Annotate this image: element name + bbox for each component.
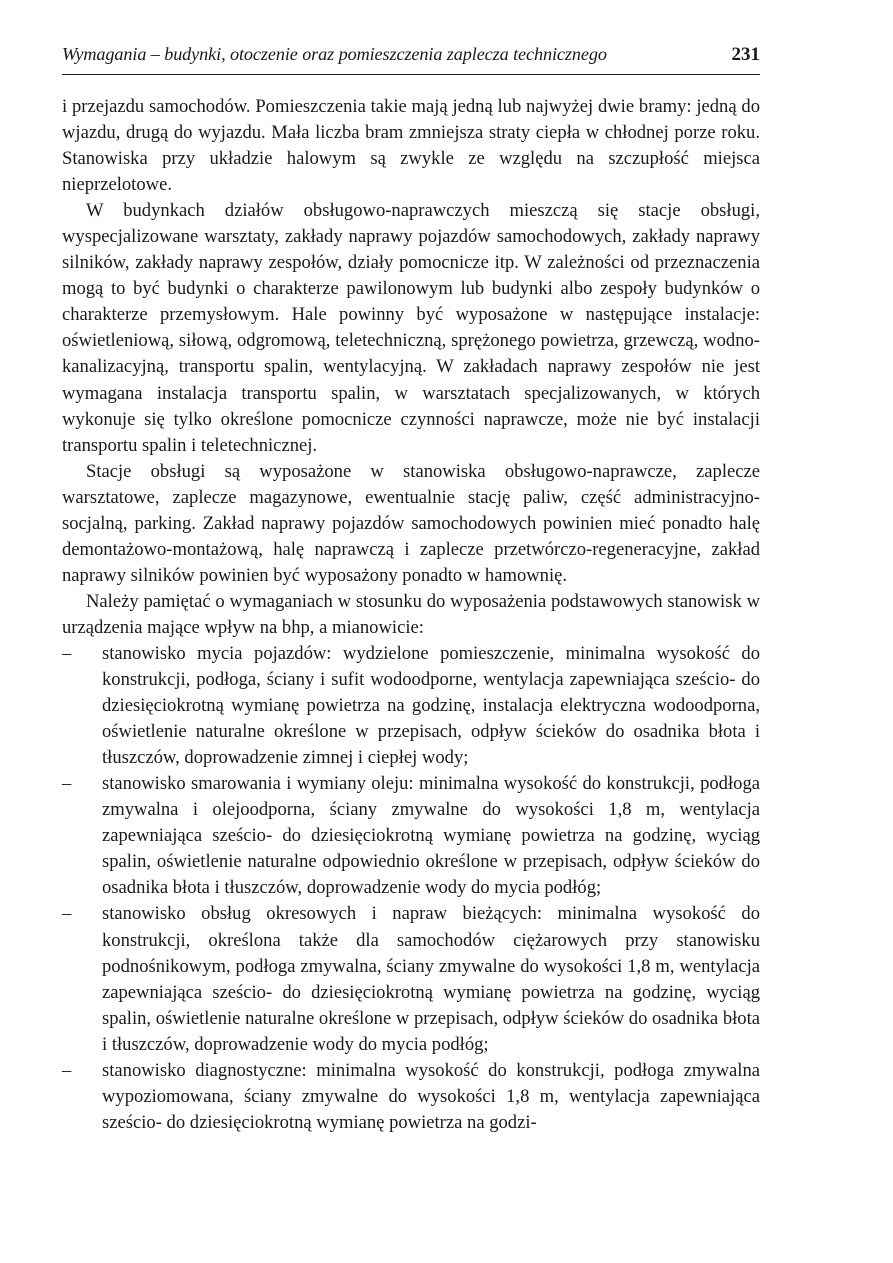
running-header	[62, 44, 760, 75]
list-item-text: stanowisko mycia pojazdów: wydzielone pomieszczenie, minimalna wysokość do konstrukcji, podłoga, ściany i sufit wodoodporne, wentylacja zapewniająca sześcio- do dziesięciokrotną wymianę powietrza na godzinę, instalacja elektryczna wodoodporna, oświetlenie naturalne określone w przepisach, odpływ ścieków do osadnika błota i tłuszczów, doprowadzenie zimnej i ciepłej wody;	[102, 642, 760, 769]
requirements-list	[62, 641, 760, 1136]
body-text	[62, 94, 760, 1136]
paragraph: Należy pamiętać o wymaganiach w stosunku do wyposażenia podstawowych stanowisk w urządzenia mające wpływ na bhp, a mianowicie:	[62, 590, 760, 638]
list-item	[62, 771, 760, 901]
list-item	[62, 641, 760, 771]
list-item-text: stanowisko obsług okresowych i napraw bieżących: minimalna wysokość do konstrukcji, określona także dla samochodów ciężarowych przy stanowisku podnośnikowym, podłoga zmywalna, ściany zmywalne do wysokości 1,8 m, wentylacja zapewniająca sześcio- do dziesięciokrotną wymianę powietrza na godzinę, wyciąg spalin, oświetlenie naturalne określone w przepisach, odpływ ścieków do osadnika błota i tłuszczów, doprowadzenie wody do mycia podłóg;	[102, 903, 760, 1055]
paragraph: W budynkach działów obsługowo-naprawczych mieszczą się stacje obsługi, wyspecjalizowane warsztaty, zakłady naprawy pojazdów samochodowych, zakłady naprawy silników, zakłady naprawy zespołów, działy pomocnicze itp. W zależności od przeznaczenia mogą to być budynki o charakterze pawilonowym lub budynki albo zespoły budynków o charakterze przemysłowym. Hale powinny być wyposażone w następujące instalacje: oświetleniową, siłową, odgromową, teletechniczną, sprężonego powietrza, grzewczą, wodno-kanalizacyjną, transportu spalin, wentylacyjną. W zakładach naprawy zespołów nie jest wymagana instalacja transportu spalin, w warsztatach specjalizowanych, w których wykonuje się tylko określone pomocnicze czynności naprawcze, może nie być instalacji transportu spalin i teletechnicznej.	[62, 200, 760, 456]
page-number: 231	[731, 44, 760, 65]
list-item	[62, 1058, 760, 1136]
dash-bullet: –	[62, 773, 72, 795]
dash-bullet: –	[62, 642, 72, 664]
dash-bullet: –	[62, 1059, 72, 1081]
book-page	[62, 44, 760, 1136]
dash-bullet: –	[62, 903, 72, 925]
paragraph: Stacje obsługi są wyposażone w stanowiska obsługowo-naprawcze, zaplecze warsztatowe, zaplecze magazynowe, ewentualnie stację paliw, część administracyjno-socjalną, parking. Zakład naprawy pojazdów samochodowych powinien mieć ponadto halę demontażowo-montażową, halę naprawczą i zaplecze przetwórczo-regeneracyjne, zakład naprawy silników powinien być wyposażony ponadto w hamownię.	[62, 460, 760, 586]
list-item-text: stanowisko diagnostyczne: minimalna wysokość do konstrukcji, podłoga zmywalna wypoziomowana, ściany zmywalne do wysokości 1,8 m, wentylacja zapewniająca sześcio- do dziesięciokrotną wymianę powietrza na godzi-	[102, 1059, 760, 1133]
running-title: Wymagania – budynki, otoczenie oraz pomieszczenia zaplecza technicznego	[62, 44, 607, 64]
list-item	[62, 901, 760, 1057]
paragraph-continuation: i przejazdu samochodów. Pomieszczenia takie mają jedną lub najwyżej dwie bramy: jedną do wjazdu, drugą do wyjazdu. Mała liczba bram zmniejsza straty ciepła w chłodnej porze roku. Stanowiska przy układzie halowym są zwykle ze względu na szczupłość miejsca nieprzelotowe.	[62, 96, 760, 196]
list-item-text: stanowisko smarowania i wymiany oleju: minimalna wysokość do konstrukcji, podłoga zmywalna i olejoodporna, ściany zmywalne do wysokości 1,8 m, wentylacja zapewniająca sześcio- do dziesięciokrotną wymianę powietrza na godzinę, wyciąg spalin, oświetlenie naturalne odpowiednio określone w przepisach, odpływ ścieków do osadnika błota i tłuszczów, doprowadzenie wody do mycia podłóg;	[102, 773, 760, 899]
